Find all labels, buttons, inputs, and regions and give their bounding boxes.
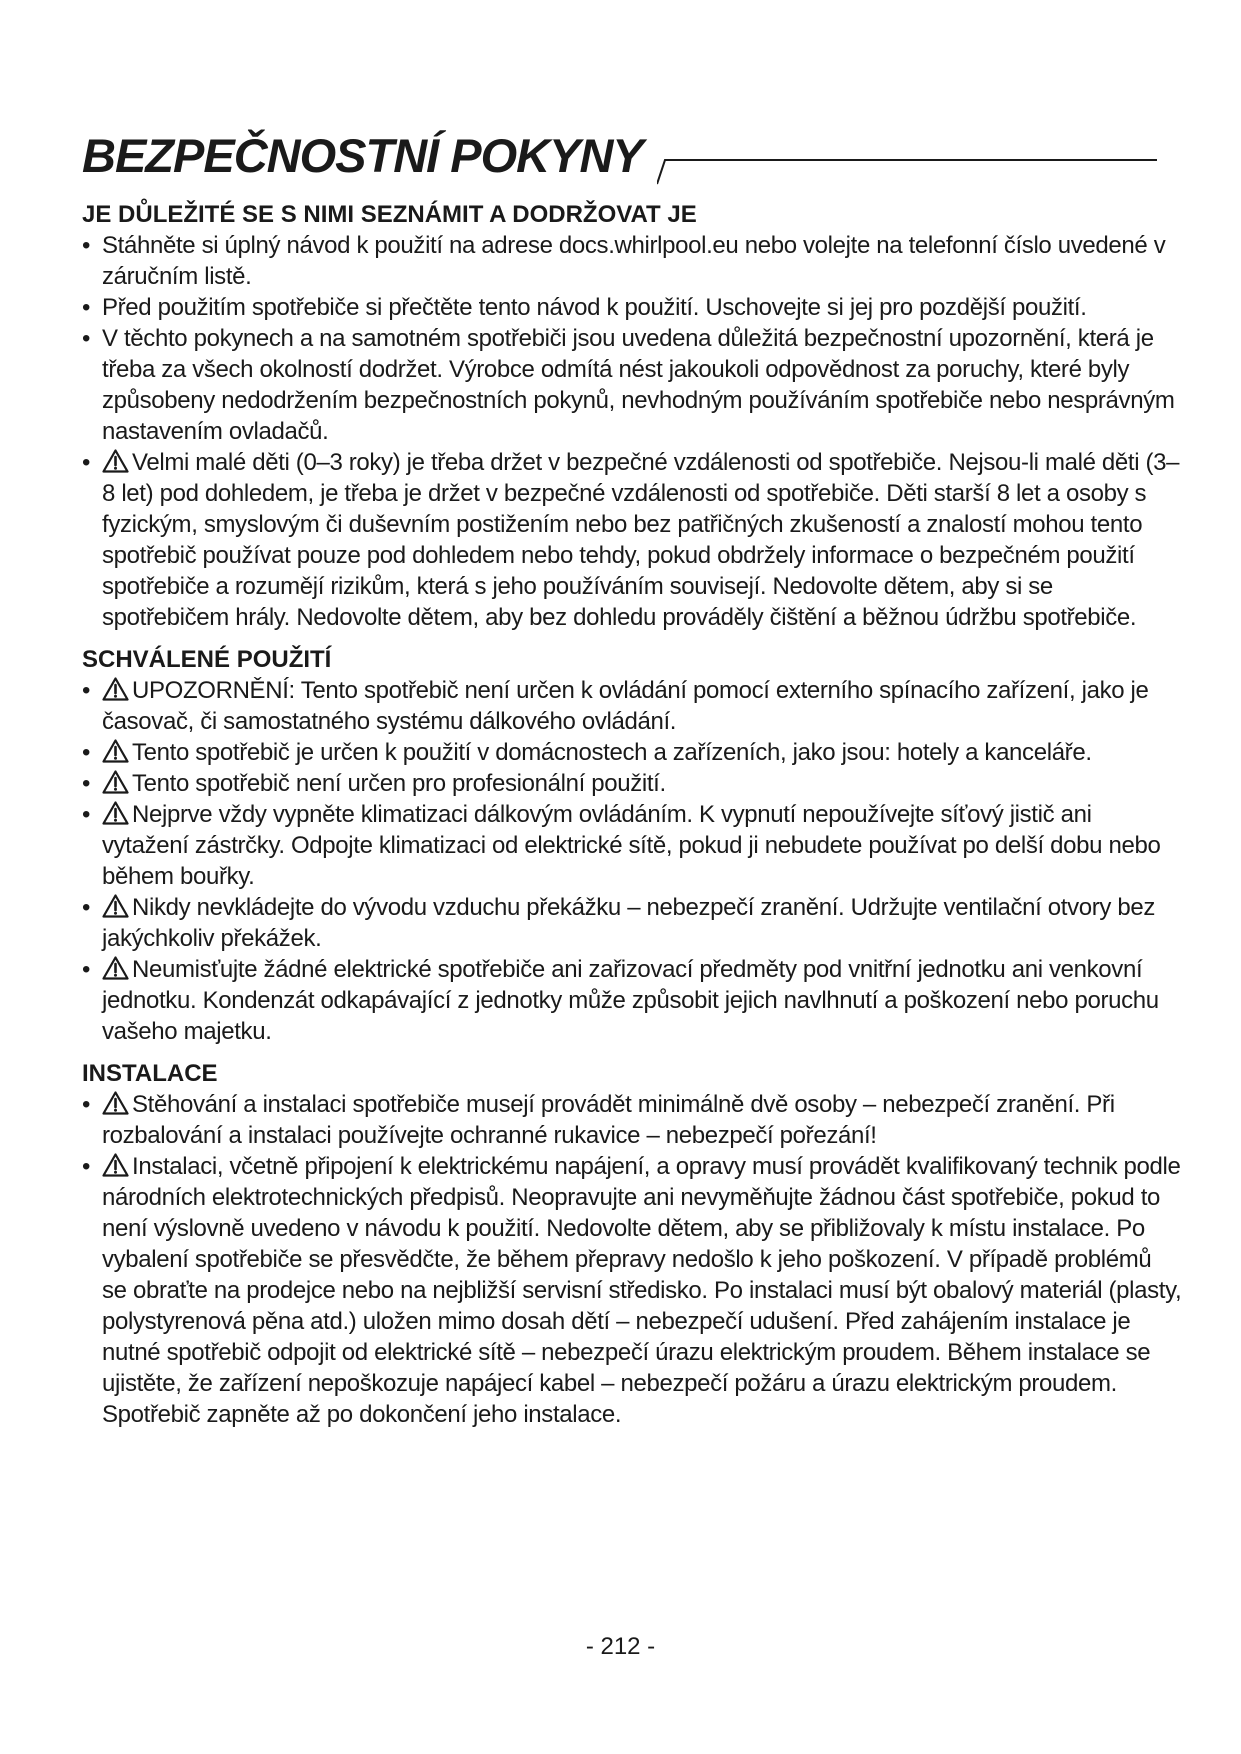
item-text: UPOZORNĚNÍ: Tento spotřebič není určen k ovládání pomocí externího spínacího zařízení, jako je časovač, či samostatného systému dálkového ovládání. xyxy=(102,677,1149,735)
section-heading: JE DŮLEŽITÉ SE S NIMI SEZNÁMIT A DODRŽOVAT JE xyxy=(82,201,697,228)
list-item xyxy=(82,737,1182,768)
item-list xyxy=(82,675,1182,1047)
section-installation xyxy=(82,1059,1182,1430)
list-item xyxy=(82,954,1182,1047)
section-heading: INSTALACE xyxy=(82,1060,218,1087)
list-item xyxy=(82,768,1182,799)
bullet: • xyxy=(82,894,91,921)
bullet: • xyxy=(82,956,91,983)
bullet: • xyxy=(82,770,91,797)
item-text: Tento spotřebič není určen pro profesionální použití. xyxy=(132,770,666,797)
warning-icon xyxy=(102,801,129,825)
warning-icon xyxy=(102,1153,129,1177)
list-item xyxy=(82,799,1182,892)
warning-icon xyxy=(102,770,129,794)
item-text: Velmi malé děti (0–3 roky) je třeba držet v bezpečné vzdálenosti od spotřebiče. Nejsou-li malé děti (3–8 let) pod dohledem, je třeba je držet v bezpečné vzdálenosti od spotřebiče. Děti starší 8 let a osoby s fyzickým, smyslovým či duševním postižením nebo bez patřičných zkušeností a znalostí mohou tento spotřebič používat pouze pod dohledem nebo tehdy, pokud obdržely informace o bezpečném použití spotřebiče a rozumějí rizikům, která s jeho používáním souvisejí. Nedovolte dětem, aby si se spotřebičem hrály. Nedovolte dětem, aby bez dohledu prováděly čištění a běžnou údržbu spotřebiče. xyxy=(102,449,1180,631)
title-row xyxy=(82,128,1182,190)
item-text: Stěhování a instalaci spotřebiče musejí provádět minimálně dvě osoby – nebezpečí zranění. Při rozbalování a instalaci používejte ochranné rukavice – nebezpečí pořezání! xyxy=(102,1091,1115,1149)
section-approved-use xyxy=(82,645,1182,1047)
bullet: • xyxy=(82,449,91,476)
warning-icon xyxy=(102,956,129,980)
warning-icon xyxy=(102,449,129,473)
warning-icon xyxy=(102,677,129,701)
section-important xyxy=(82,200,1182,633)
list-item xyxy=(82,675,1182,737)
item-text: Nejprve vždy vypněte klimatizaci dálkovým ovládáním. K vypnutí nepoužívejte síťový jistič ani vytažení zástrčky. Odpojte klimatizaci od elektrické sítě, pokud ji nebudete používat po delší dobu nebo během bouřky. xyxy=(102,801,1161,890)
item-list xyxy=(82,230,1182,633)
bullet: • xyxy=(82,739,91,766)
list-item xyxy=(82,447,1182,633)
page-title: BEZPEČNOSTNÍ POKYNY xyxy=(82,129,643,182)
list-item xyxy=(82,292,1182,323)
bullet: • xyxy=(82,801,91,828)
bullet: • xyxy=(82,294,91,321)
list-item xyxy=(82,1151,1182,1430)
warning-icon xyxy=(102,1091,129,1115)
bullet: • xyxy=(82,325,91,352)
bullet: • xyxy=(82,677,91,704)
page-number: - 212 - xyxy=(585,1633,656,1660)
item-text: V těchto pokynech a na samotném spotřebiči jsou uvedena důležitá bezpečnostní upozornění, která je třeba za všech okolností dodržet. Výrobce odmítá nést jakoukoli odpovědnost za poruchy, které byly způsobeny nedodržením bezpečnostních pokynů, nevhodným používáním spotřebiče nebo nesprávným nastavením ovladačů. xyxy=(102,325,1175,445)
item-text: Nikdy nevkládejte do vývodu vzduchu překážku – nebezpečí zranění. Udržujte ventilační otvory bez jakýchkoliv překážek. xyxy=(102,894,1155,952)
item-text: Instalaci, včetně připojení k elektrickému napájení, a opravy musí provádět kvalifikovaný technik podle národních elektrotechnických předpisů. Neopravujte ani nevyměňujte žádnou část spotřebiče, pokud to není výslovně uvedeno v návodu k použití. Nedovolte dětem, aby se přibližovaly k místu instalace. Po vybalení spotřebiče se přesvědčte, že během přepravy nedošlo k jeho poškození. V případě problémů se obraťte na prodejce nebo na nejbližší servisní středisko. Po instalaci musí být obalový materiál (plasty, polystyrenová pěna atd.) uložen mimo dosah dětí – nebezpečí udušení. Před zahájením instalace je nutné spotřebič odpojit od elektrické sítě – nebezpečí úrazu elektrickým proudem. Během instalace se ujistěte, že zařízení nepoškozuje napájecí kabel – nebezpečí požáru a úrazu elektrickým proudem. Spotřebič zapněte až po dokončení jeho instalace. xyxy=(102,1153,1182,1428)
warning-icon xyxy=(102,739,129,763)
item-text: Před použitím spotřebiče si přečtěte tento návod k použití. Uschovejte si jej pro pozdější použití. xyxy=(102,294,1087,321)
item-text: Neumisťujte žádné elektrické spotřebiče ani zařizovací předměty pod vnitřní jednotku ani venkovní jednotku. Kondenzát odkapávající z jednotky může způsobit jejich navlhnutí a poškození nebo poruchu vašeho majetku. xyxy=(102,956,1159,1045)
item-text: Tento spotřebič je určen k použití v domácnostech a zařízeních, jako jsou: hotely a kanceláře. xyxy=(132,739,1092,766)
list-item xyxy=(82,323,1182,447)
document-page xyxy=(82,128,1182,1430)
list-item xyxy=(82,230,1182,292)
bullet: • xyxy=(82,232,91,259)
item-list xyxy=(82,1089,1182,1430)
section-heading: SCHVÁLENÉ POUŽITÍ xyxy=(82,646,332,673)
title-rule xyxy=(657,136,1157,186)
bullet: • xyxy=(82,1091,91,1118)
list-item xyxy=(82,1089,1182,1151)
bullet: • xyxy=(82,1153,91,1180)
list-item xyxy=(82,892,1182,954)
item-text: Stáhněte si úplný návod k použití na adrese docs.whirlpool.eu nebo volejte na telefonní číslo uvedené v záručním listě. xyxy=(102,232,1166,290)
warning-icon xyxy=(102,894,129,918)
